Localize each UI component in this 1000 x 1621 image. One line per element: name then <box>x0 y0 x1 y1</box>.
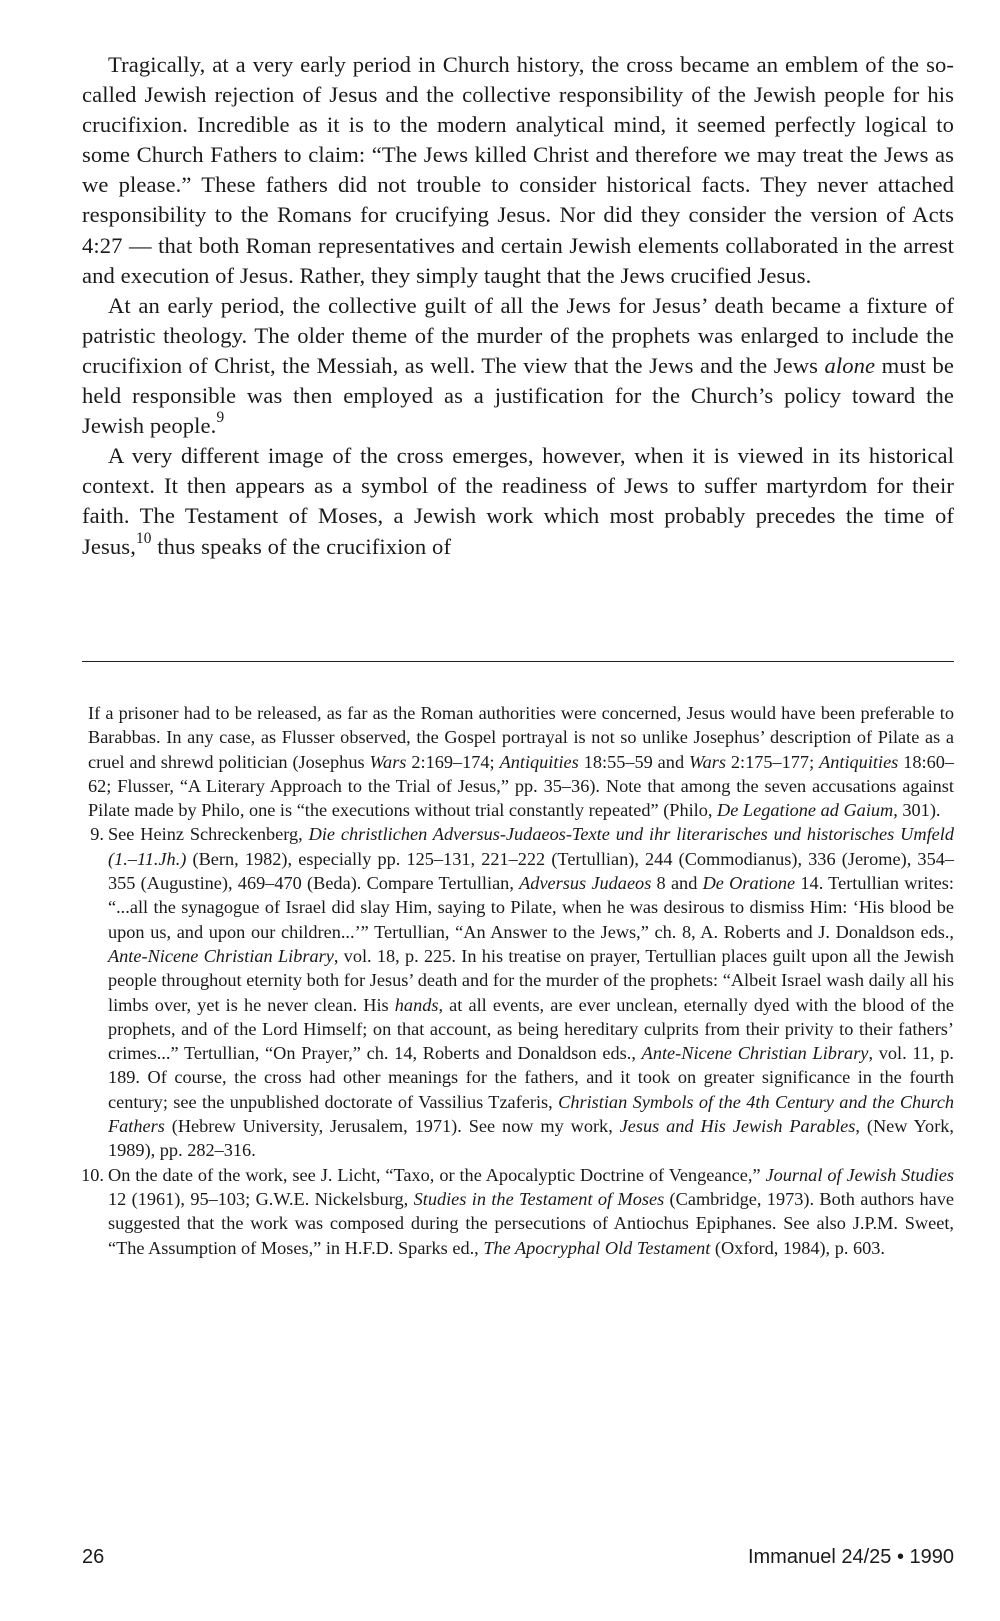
text-run: (Bern, 1982), especially pp. 125–131, 221–222 (Tertullian), 244 (Commodianus), 336 (Jerome), 354–355 (Augustine), 469–470 (Beda). Compare Tertullian, <box>108 848 954 894</box>
text-run: (Cambridge, 1973). Both authors have suggested that the work was composed during the persecutions of Antiochus Epiphanes. See also J.P.M. Sweet, “The Assumption of Moses,” in H.F.D. Sparks ed., <box>108 1188 954 1258</box>
text-run: 2:175–177; <box>725 751 820 772</box>
italic-text: Wars <box>689 751 726 772</box>
italic-text: Adversus Judaeos <box>519 873 652 894</box>
text-run: thus speaks of the crucifixion of <box>151 533 452 559</box>
text-run: , (New York, 1989), pp. 282–316. <box>108 1116 954 1161</box>
italic-text: Christian Symbols of the 4th Century and the Church Fathers <box>108 1091 955 1137</box>
italic-text: Antiquities <box>819 751 899 772</box>
footnote-divider <box>82 661 954 662</box>
footnote-number: 10. <box>81 1164 104 1185</box>
italic-text: Ante-Nicene Christian Library <box>641 1043 869 1064</box>
footnote-9 <box>84 822 954 1162</box>
page-footer <box>82 1546 954 1576</box>
page-number: 26 <box>82 1546 105 1568</box>
body-paragraph-2 <box>82 291 954 441</box>
text-run: , 301). <box>893 800 941 821</box>
footnote-continuation <box>84 701 954 822</box>
body-paragraph-3 <box>82 441 954 561</box>
text-run: must be held responsible was then employed as a justification for the Church’s policy toward the Jewish people. <box>82 352 954 439</box>
text-run: 8 and <box>651 873 703 894</box>
text-run: 14. Tertullian writes: “...all the synagogue of Israel did slay Him, saying to Pilate, when he was desirous to dismiss Him: ‘His blood be upon us, and upon our children...’” Tertullian, “An Answer to the Jews,” ch. 8, A. Roberts and J. Donaldson eds., <box>108 873 954 942</box>
text-run: 18:55–59 and <box>578 751 690 772</box>
footnote-ref-9[interactable]: 9 <box>216 409 225 427</box>
text-run: 12 (1961), 95–103; G.W.E. Nickelsburg, <box>108 1188 414 1209</box>
italic-text: The Apocryphal Old Testament <box>483 1237 711 1258</box>
italic-text: Ante-Nicene Christian Library <box>108 945 334 966</box>
footnote-number: 9. <box>90 824 104 845</box>
text-run: At an early period, the collective guilt of all the Jews for Jesus’ death became a fixture of patristic theology. The older theme of the murder of the prophets was enlarged to include the crucifixion of Christ, the Messiah, as well. The view that the Jews and the Jews <box>82 292 954 378</box>
text-run: Tragically, at a very early period in Church history, the cross became an emblem of the so-called Jewish rejection of Jesus and the collective responsibility of the Jewish people for his crucifixion. Incredible as it is to the modern analytical mind, it seemed perfectly logical to some Church Fathers to claim: “The Jews killed Christ and therefore we may treat the Jews as we please.” These fathers did not trouble to consider historical facts. They never attached responsibility to the Romans for crucifying Jesus. Nor did they consider the version of Acts 4:27 — that both Roman representatives and certain Jewish elements collaborated in the arrest and execution of Jesus. Rather, they simply taught that the Jews crucified Jesus. <box>82 52 954 288</box>
footnotes <box>81 701 955 1260</box>
italic-text: Studies in the Testament of Moses <box>413 1188 665 1209</box>
body-paragraph-1 <box>82 50 954 291</box>
italic-text: Jesus and His Jewish Parables <box>619 1116 856 1137</box>
text-run: , vol. 11, p. 189. Of course, the cross had other meanings for the fathers, and it took on greater significance in the fourth century; see the unpublished doctorate of Vassilius Tzaferis, <box>108 1043 955 1112</box>
italic-text: Wars <box>369 751 407 772</box>
text-run: , vol. 18, p. 225. In his treatise on prayer, Tertullian places guilt upon all the Jewish people throughout eternity both for Jesus’ death and for the murder of the prophets: “Albeit Israel wash daily all his limbs over, yet is he never clean. His <box>108 945 954 1015</box>
italic-text: Die christlichen Adversus-Judaeos-Texte und ihr literarisches und historisches Umfeld (1.–11.Jh.) <box>108 824 954 869</box>
italic-text: De Legatione ad Gaium <box>717 800 894 821</box>
running-footer: Immanuel 24/25 • 1990 <box>747 1546 954 1568</box>
footnote-ref-10[interactable]: 10 <box>135 529 152 547</box>
italic-text: Antiquities <box>499 751 579 772</box>
text-run: , at all events, are ever unclean, eternally dyed with the blood of the prophets, and of the Lord Himself; on that account, as being hereditary culprits from their privity to their fathers’ crimes...” Tertullian, “On Prayer,” ch. 14, Roberts and Donaldson eds., <box>108 994 954 1064</box>
text-run: A very different image of the cross emerges, however, when it is viewed in its historical context. It then appears as a symbol of the readiness of Jews to suffer martyrdom for their faith. The Testament of Moses, a Jewish work which most probably precedes the time of Jesus, <box>82 443 954 559</box>
text-run: (Hebrew University, Jerusalem, 1971). See now my work, <box>164 1116 620 1137</box>
footnote-10 <box>81 1163 954 1260</box>
text-run: (Oxford, 1984), p. 603. <box>710 1237 885 1258</box>
italic-text: Journal of Jewish Studies <box>765 1164 954 1185</box>
text-run: If a prisoner had to be released, as far as the Roman authorities were concerned, Jesus would have been preferable to Barabbas. In any case, as Flusser observed, the Gospel portrayal is not so unlike Josephus’ description of Pilate as a cruel and shrewd politician (Josephus <box>88 703 954 772</box>
italic-text: hands <box>394 994 439 1015</box>
italic-text: De Oratione <box>702 873 796 894</box>
body-text <box>82 50 954 562</box>
text-run: 2:169–174; <box>406 751 500 772</box>
text-run: See Heinz Schreckenberg, <box>108 824 309 845</box>
text-run: On the date of the work, see J. Licht, “Taxo, or the Apocalyptic Doctrine of Vengeance,” <box>108 1164 766 1185</box>
italic-text: alone <box>824 352 876 378</box>
text-run: 18:60–62; Flusser, “A Literary Approach to the Trial of Jesus,” pp. 35–36). Note that among the seven accusations against Pilate made by Philo, one is “the executions without trial constantly repeated” (Philo, <box>88 751 955 821</box>
